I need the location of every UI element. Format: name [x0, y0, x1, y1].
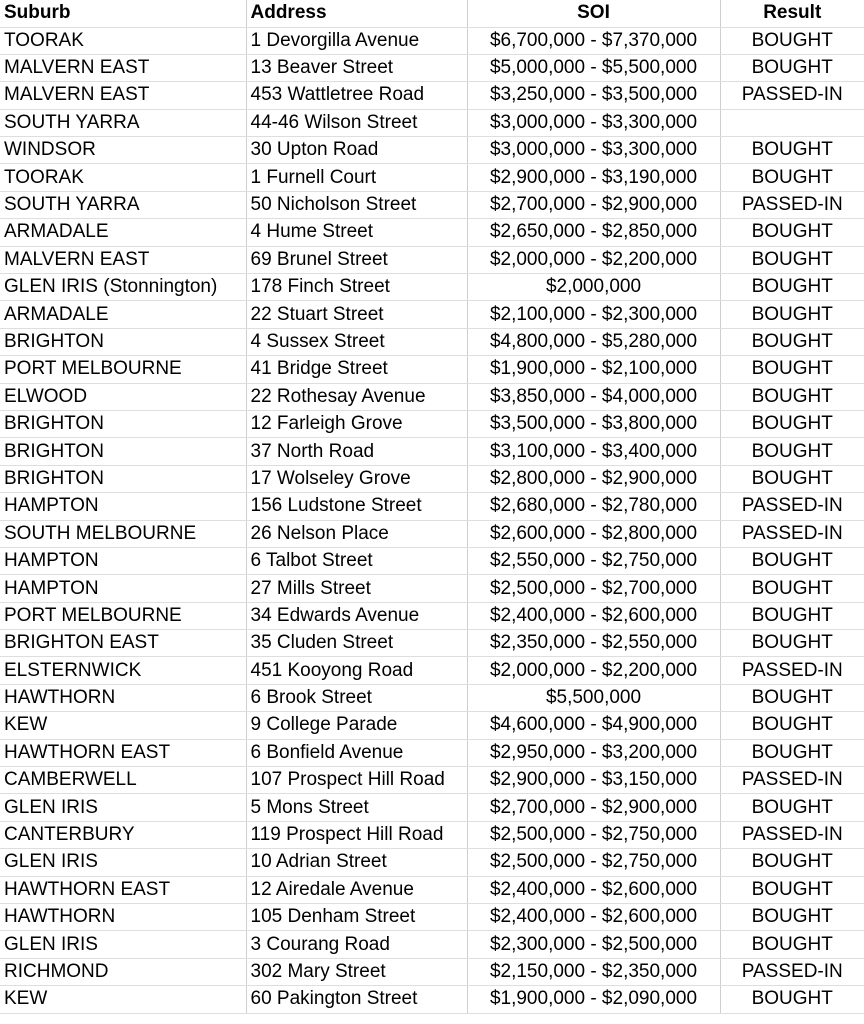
address-cell[interactable]: 453 Wattletree Road: [246, 82, 467, 109]
result-cell[interactable]: BOUGHT: [720, 931, 864, 958]
address-cell[interactable]: 156 Ludstone Street: [246, 493, 467, 520]
table-row: [0, 219, 864, 246]
table-row: [0, 547, 864, 574]
suburb-cell[interactable]: GLEN IRIS: [0, 849, 246, 876]
table-row: [0, 904, 864, 931]
soi-cell[interactable]: $2,500,000 - $2,750,000: [467, 821, 720, 848]
soi-cell[interactable]: $2,150,000 - $2,350,000: [467, 958, 720, 985]
result-cell[interactable]: BOUGHT: [720, 328, 864, 355]
table-row: [0, 328, 864, 355]
address-cell[interactable]: 27 Mills Street: [246, 575, 467, 602]
soi-cell[interactable]: $2,000,000 - $2,200,000: [467, 246, 720, 273]
suburb-cell[interactable]: CANTERBURY: [0, 821, 246, 848]
address-cell[interactable]: 1 Furnell Court: [246, 164, 467, 191]
address-cell[interactable]: 105 Denham Street: [246, 904, 467, 931]
table-row: [0, 630, 864, 657]
address-cell[interactable]: 302 Mary Street: [246, 958, 467, 985]
soi-cell[interactable]: $2,800,000 - $2,900,000: [467, 465, 720, 492]
result-cell[interactable]: BOUGHT: [720, 876, 864, 903]
header-row: [0, 0, 864, 27]
result-cell[interactable]: PASSED-IN: [720, 767, 864, 794]
address-cell[interactable]: 119 Prospect Hill Road: [246, 821, 467, 848]
soi-cell[interactable]: $1,900,000 - $2,090,000: [467, 986, 720, 1013]
soi-cell[interactable]: $2,700,000 - $2,900,000: [467, 794, 720, 821]
address-cell[interactable]: 35 Cluden Street: [246, 630, 467, 657]
result-cell[interactable]: BOUGHT: [720, 274, 864, 301]
address-cell[interactable]: 10 Adrian Street: [246, 849, 467, 876]
address-cell[interactable]: 12 Farleigh Grove: [246, 410, 467, 437]
table-row: [0, 410, 864, 437]
result-cell[interactable]: PASSED-IN: [720, 958, 864, 985]
suburb-cell[interactable]: HAMPTON: [0, 493, 246, 520]
suburb-cell[interactable]: MALVERN EAST: [0, 82, 246, 109]
address-cell[interactable]: 17 Wolseley Grove: [246, 465, 467, 492]
table-row: [0, 465, 864, 492]
table-header: [0, 0, 864, 27]
soi-cell[interactable]: $2,500,000 - $2,750,000: [467, 849, 720, 876]
result-cell[interactable]: BOUGHT: [720, 575, 864, 602]
result-cell[interactable]: PASSED-IN: [720, 493, 864, 520]
address-cell[interactable]: 22 Rothesay Avenue: [246, 383, 467, 410]
table-row: [0, 684, 864, 711]
suburb-cell[interactable]: GLEN IRIS: [0, 931, 246, 958]
soi-cell[interactable]: $2,400,000 - $2,600,000: [467, 904, 720, 931]
soi-cell[interactable]: $2,300,000 - $2,500,000: [467, 931, 720, 958]
table-row: [0, 82, 864, 109]
result-cell[interactable]: BOUGHT: [720, 684, 864, 711]
suburb-cell[interactable]: HAWTHORN EAST: [0, 739, 246, 766]
result-cell[interactable]: PASSED-IN: [720, 821, 864, 848]
result-cell[interactable]: BOUGHT: [720, 602, 864, 629]
soi-cell[interactable]: $5,500,000: [467, 684, 720, 711]
suburb-cell[interactable]: ELWOOD: [0, 383, 246, 410]
table-row: [0, 301, 864, 328]
table-row: [0, 27, 864, 54]
table-row: [0, 931, 864, 958]
result-cell[interactable]: BOUGHT: [720, 410, 864, 437]
address-cell[interactable]: 1 Devorgilla Avenue: [246, 27, 467, 54]
result-cell[interactable]: BOUGHT: [720, 164, 864, 191]
result-cell[interactable]: BOUGHT: [720, 301, 864, 328]
result-cell[interactable]: BOUGHT: [720, 438, 864, 465]
suburb-cell[interactable]: RICHMOND: [0, 958, 246, 985]
result-cell[interactable]: BOUGHT: [720, 547, 864, 574]
suburb-cell[interactable]: HAMPTON: [0, 547, 246, 574]
table-row: [0, 164, 864, 191]
result-cell[interactable]: BOUGHT: [720, 739, 864, 766]
suburb-cell[interactable]: SOUTH YARRA: [0, 191, 246, 218]
result-cell[interactable]: BOUGHT: [720, 465, 864, 492]
soi-cell[interactable]: $3,500,000 - $3,800,000: [467, 410, 720, 437]
result-cell[interactable]: BOUGHT: [720, 630, 864, 657]
result-cell[interactable]: BOUGHT: [720, 54, 864, 81]
soi-cell[interactable]: $2,550,000 - $2,750,000: [467, 547, 720, 574]
table-row: [0, 849, 864, 876]
address-cell[interactable]: 107 Prospect Hill Road: [246, 767, 467, 794]
soi-cell[interactable]: $2,600,000 - $2,800,000: [467, 520, 720, 547]
soi-cell[interactable]: $2,350,000 - $2,550,000: [467, 630, 720, 657]
suburb-cell[interactable]: PORT MELBOURNE: [0, 602, 246, 629]
table-row: [0, 821, 864, 848]
soi-cell[interactable]: $4,600,000 - $4,900,000: [467, 712, 720, 739]
address-cell[interactable]: 37 North Road: [246, 438, 467, 465]
address-cell[interactable]: 13 Beaver Street: [246, 54, 467, 81]
address-cell[interactable]: 50 Nicholson Street: [246, 191, 467, 218]
table-row: [0, 356, 864, 383]
soi-cell[interactable]: $6,700,000 - $7,370,000: [467, 27, 720, 54]
result-cell[interactable]: BOUGHT: [720, 849, 864, 876]
soi-cell[interactable]: $3,100,000 - $3,400,000: [467, 438, 720, 465]
address-cell[interactable]: 6 Bonfield Avenue: [246, 739, 467, 766]
result-cell[interactable]: BOUGHT: [720, 219, 864, 246]
table-row: [0, 794, 864, 821]
soi-cell[interactable]: $2,700,000 - $2,900,000: [467, 191, 720, 218]
address-cell[interactable]: 34 Edwards Avenue: [246, 602, 467, 629]
table-row: [0, 575, 864, 602]
soi-cell[interactable]: $4,800,000 - $5,280,000: [467, 328, 720, 355]
address-cell[interactable]: 6 Brook Street: [246, 684, 467, 711]
address-cell[interactable]: 44-46 Wilson Street: [246, 109, 467, 136]
result-cell[interactable]: PASSED-IN: [720, 191, 864, 218]
suburb-cell[interactable]: HAMPTON: [0, 575, 246, 602]
table-body: [0, 27, 864, 1013]
result-cell[interactable]: BOUGHT: [720, 137, 864, 164]
soi-cell[interactable]: $1,900,000 - $2,100,000: [467, 356, 720, 383]
result-cell[interactable]: BOUGHT: [720, 712, 864, 739]
result-cell[interactable]: BOUGHT: [720, 904, 864, 931]
suburb-cell[interactable]: SOUTH MELBOURNE: [0, 520, 246, 547]
soi-cell[interactable]: $5,000,000 - $5,500,000: [467, 54, 720, 81]
address-cell[interactable]: 9 College Parade: [246, 712, 467, 739]
address-cell[interactable]: 69 Brunel Street: [246, 246, 467, 273]
suburb-cell[interactable]: HAWTHORN: [0, 684, 246, 711]
table-row: [0, 876, 864, 903]
soi-cell[interactable]: $2,500,000 - $2,700,000: [467, 575, 720, 602]
address-cell[interactable]: 22 Stuart Street: [246, 301, 467, 328]
table-row: [0, 958, 864, 985]
suburb-cell[interactable]: GLEN IRIS (Stonnington): [0, 274, 246, 301]
header-suburb[interactable]: Suburb: [0, 0, 246, 27]
table-row: [0, 54, 864, 81]
suburb-cell[interactable]: HAWTHORN: [0, 904, 246, 931]
address-cell[interactable]: 41 Bridge Street: [246, 356, 467, 383]
table-row: [0, 657, 864, 684]
table-row: [0, 767, 864, 794]
address-cell[interactable]: 26 Nelson Place: [246, 520, 467, 547]
suburb-cell[interactable]: MALVERN EAST: [0, 246, 246, 273]
table-row: [0, 137, 864, 164]
header-address[interactable]: Address: [246, 0, 467, 27]
table-row: [0, 191, 864, 218]
address-cell[interactable]: 4 Hume Street: [246, 219, 467, 246]
result-cell[interactable]: [720, 109, 864, 136]
suburb-cell[interactable]: KEW: [0, 986, 246, 1013]
soi-cell[interactable]: $2,680,000 - $2,780,000: [467, 493, 720, 520]
result-cell[interactable]: PASSED-IN: [720, 520, 864, 547]
address-cell[interactable]: 30 Upton Road: [246, 137, 467, 164]
suburb-cell[interactable]: TOORAK: [0, 164, 246, 191]
suburb-cell[interactable]: BRIGHTON: [0, 438, 246, 465]
address-cell[interactable]: 178 Finch Street: [246, 274, 467, 301]
soi-cell[interactable]: $2,650,000 - $2,850,000: [467, 219, 720, 246]
table-row: [0, 493, 864, 520]
table-row: [0, 246, 864, 273]
table-row: [0, 438, 864, 465]
address-cell[interactable]: 60 Pakington Street: [246, 986, 467, 1013]
suburb-cell[interactable]: PORT MELBOURNE: [0, 356, 246, 383]
address-cell[interactable]: 4 Sussex Street: [246, 328, 467, 355]
suburb-cell[interactable]: TOORAK: [0, 27, 246, 54]
suburb-cell[interactable]: HAWTHORN EAST: [0, 876, 246, 903]
soi-cell[interactable]: $2,400,000 - $2,600,000: [467, 602, 720, 629]
suburb-cell[interactable]: MALVERN EAST: [0, 54, 246, 81]
result-cell[interactable]: BOUGHT: [720, 27, 864, 54]
table-row: [0, 520, 864, 547]
suburb-cell[interactable]: ARMADALE: [0, 219, 246, 246]
table-row: [0, 109, 864, 136]
address-cell[interactable]: 451 Kooyong Road: [246, 657, 467, 684]
result-cell[interactable]: PASSED-IN: [720, 657, 864, 684]
result-cell[interactable]: BOUGHT: [720, 383, 864, 410]
address-cell[interactable]: 6 Talbot Street: [246, 547, 467, 574]
suburb-cell[interactable]: KEW: [0, 712, 246, 739]
soi-cell[interactable]: $2,400,000 - $2,600,000: [467, 876, 720, 903]
table-row: [0, 712, 864, 739]
suburb-cell[interactable]: BRIGHTON EAST: [0, 630, 246, 657]
suburb-cell[interactable]: ELSTERNWICK: [0, 657, 246, 684]
table-row: [0, 274, 864, 301]
soi-cell[interactable]: $3,250,000 - $3,500,000: [467, 82, 720, 109]
soi-cell[interactable]: $2,100,000 - $2,300,000: [467, 301, 720, 328]
table-row: [0, 986, 864, 1013]
soi-cell[interactable]: $3,000,000 - $3,300,000: [467, 137, 720, 164]
suburb-cell[interactable]: GLEN IRIS: [0, 794, 246, 821]
soi-cell[interactable]: $2,900,000 - $3,190,000: [467, 164, 720, 191]
header-soi[interactable]: SOI: [467, 0, 720, 27]
suburb-cell[interactable]: WINDSOR: [0, 137, 246, 164]
result-cell[interactable]: BOUGHT: [720, 246, 864, 273]
table-row: [0, 602, 864, 629]
result-cell[interactable]: BOUGHT: [720, 986, 864, 1013]
address-cell[interactable]: 12 Airedale Avenue: [246, 876, 467, 903]
soi-cell[interactable]: $2,000,000: [467, 274, 720, 301]
address-cell[interactable]: 5 Mons Street: [246, 794, 467, 821]
result-cell[interactable]: PASSED-IN: [720, 82, 864, 109]
soi-cell[interactable]: $2,900,000 - $3,150,000: [467, 767, 720, 794]
address-cell[interactable]: 3 Courang Road: [246, 931, 467, 958]
suburb-cell[interactable]: BRIGHTON: [0, 410, 246, 437]
soi-cell[interactable]: $2,000,000 - $2,200,000: [467, 657, 720, 684]
suburb-cell[interactable]: BRIGHTON: [0, 328, 246, 355]
soi-cell[interactable]: $3,000,000 - $3,300,000: [467, 109, 720, 136]
table-row: [0, 739, 864, 766]
suburb-cell[interactable]: SOUTH YARRA: [0, 109, 246, 136]
header-result[interactable]: Result: [720, 0, 864, 27]
suburb-cell[interactable]: CAMBERWELL: [0, 767, 246, 794]
suburb-cell[interactable]: ARMADALE: [0, 301, 246, 328]
table-row: [0, 383, 864, 410]
suburb-cell[interactable]: BRIGHTON: [0, 465, 246, 492]
soi-cell[interactable]: $3,850,000 - $4,000,000: [467, 383, 720, 410]
result-cell[interactable]: BOUGHT: [720, 356, 864, 383]
soi-cell[interactable]: $2,950,000 - $3,200,000: [467, 739, 720, 766]
result-cell[interactable]: BOUGHT: [720, 794, 864, 821]
